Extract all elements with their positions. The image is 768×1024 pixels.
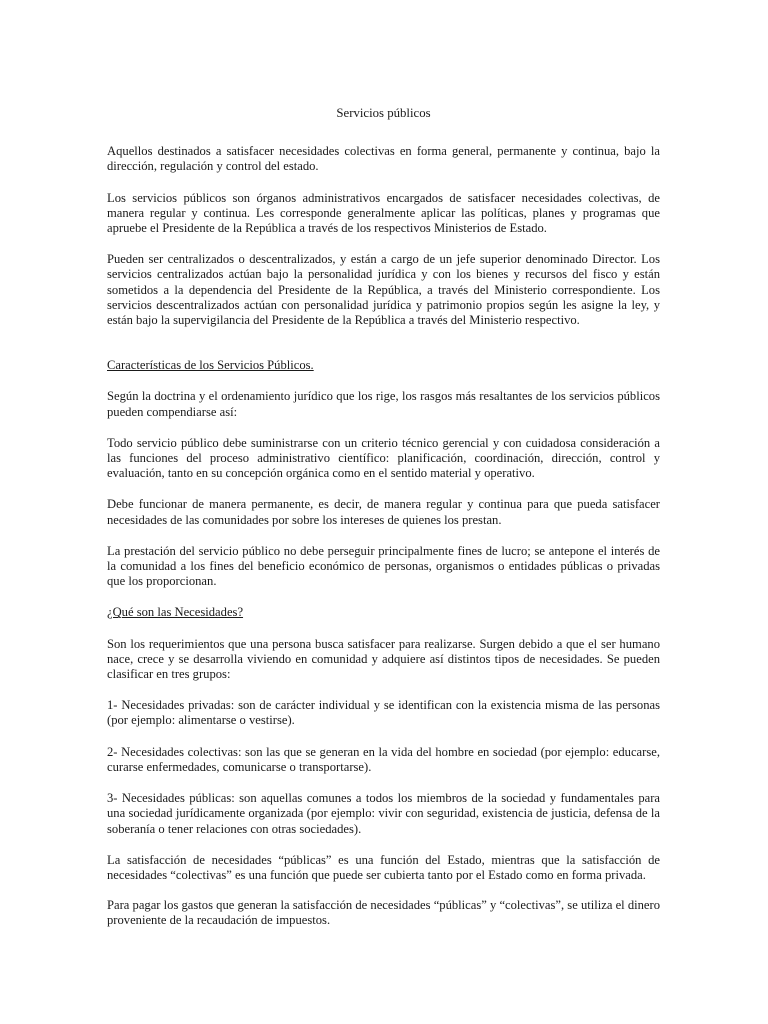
paragraph-necesidades-privadas: 1- Necesidades privadas: son de carácter individual y se identifican con la existencia misma de las personas (por ejemplo: alimentarse o vestirse).: [107, 698, 660, 728]
heading-caracteristicas: Características de los Servicios Públicos.: [107, 358, 314, 373]
paragraph-fines-de-lucro: La prestación del servicio público no debe perseguir principalmente fines de lucro; se antepone el interés de la comunidad a los fines del beneficio económico de personas, organismos o entidades públicas o privadas que los proporcionan.: [107, 543, 660, 589]
paragraph-necesidades-publicas: 3- Necesidades públicas: son aquellas comunes a todos los miembros de la sociedad y fundamentales para una sociedad jurídicamente organizada (por ejemplo: vivir con seguridad, existencia de justicia, defensa de la soberanía o tener relaciones con otras sociedades).: [107, 791, 660, 836]
paragraph-necesidades-colectivas: 2- Necesidades colectivas: son las que se generan en la vida del hombre en sociedad (por ejemplo: educarse, curarse enfermedades, comunicarse o transportarse).: [107, 744, 660, 774]
paragraph-impuestos: Para pagar los gastos que generan la satisfacción de necesidades “públicas” y “colectivas”, se utiliza el dinero proveniente de la recaudación de impuestos.: [107, 898, 660, 928]
paragraph-centralizados: Pueden ser centralizados o descentralizados, y están a cargo de un jefe superior denominado Director. Los servicios centralizados actúan bajo la personalidad jurídica y con los bienes y recursos del fisco y están sometidos a la dependencia del Presidente de la República, a través del Ministerio correspondiente. Los servicios descentralizados actúan con personalidad jurídica y patrimonio propios según les asigne la ley, y están bajo la supervigilancia del Presidente de la República a través del Ministerio respectivo.: [107, 252, 660, 328]
paragraph-requerimientos: Son los requerimientos que una persona busca satisfacer para realizarse. Surgen debido a que el ser humano nace, crece y se desarrolla viviendo en comunidad y adquiere así distintos tipos de necesidades. Se pueden clasificar en tres grupos:: [107, 636, 660, 682]
paragraph-funcion-estado: La satisfacción de necesidades “públicas” es una función del Estado, mientras que la satisfacción de necesidades “colectivas” es una función que puede ser cubierta tanto por el Estado como en forma privada.: [107, 852, 660, 882]
paragraph-doctrina: Según la doctrina y el ordenamiento jurídico que los rige, los rasgos más resaltantes de los servicios públicos pueden compendiarse así:: [107, 389, 660, 419]
heading-necesidades: ¿Qué son las Necesidades?: [107, 605, 244, 620]
paragraph-criterio-tecnico: Todo servicio público debe suministrarse con un criterio técnico gerencial y con cuidadosa consideración a las funciones del proceso administrativo científico: planificación, coordinación, dirección, control y evaluación, tanto en su concepción orgánica como en el sentido material y operativo.: [107, 435, 660, 481]
paragraph-organos: Los servicios públicos son órganos administrativos encargados de satisfacer necesidades colectivas, de manera regular y continua. Les corresponde generalmente aplicar las políticas, planes y programas que apruebe el Presidente de la República a través de los respectivos Ministerios de Estado.: [107, 190, 660, 236]
paragraph-permanente: Debe funcionar de manera permanente, es decir, de manera regular y continua para que pueda satisfacer necesidades de las comunidades por sobre los intereses de quienes los prestan.: [107, 497, 660, 527]
document-body: [107, 106, 660, 945]
paragraph-definition: Aquellos destinados a satisfacer necesidades colectivas en forma general, permanente y continua, bajo la dirección, regulación y control del estado.: [107, 144, 660, 174]
document-title: Servicios públicos: [336, 106, 431, 120]
